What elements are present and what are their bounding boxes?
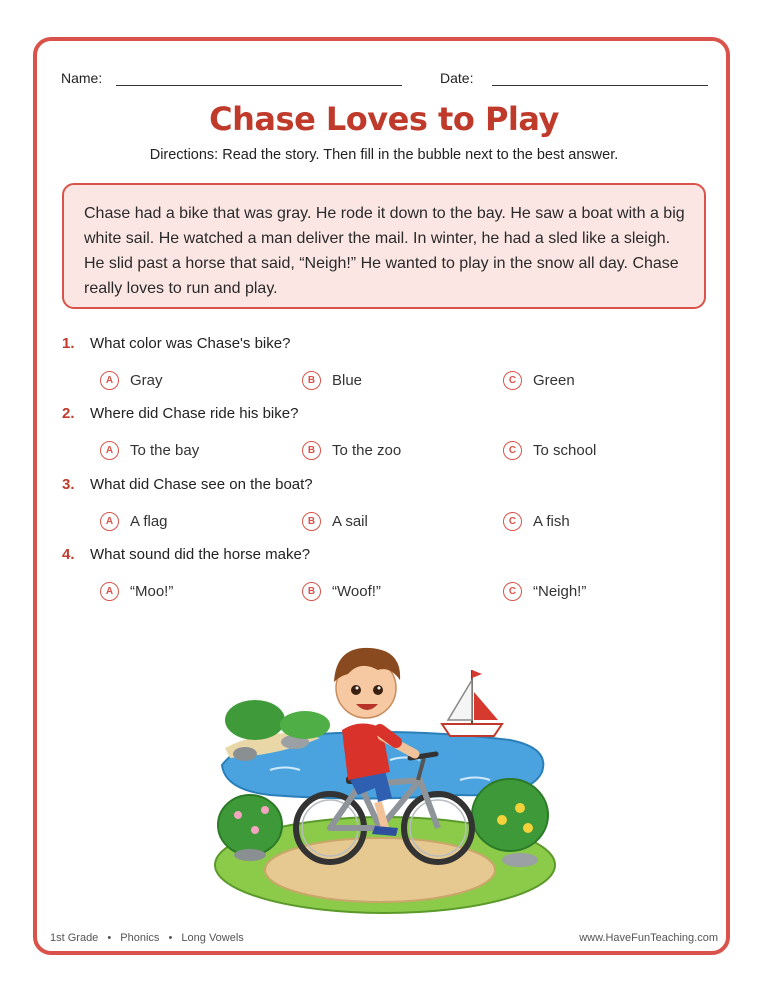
footer-bullet: •: [168, 932, 173, 944]
answer-text: “Neigh!”: [533, 582, 587, 600]
answer-bubble[interactable]: C: [503, 582, 522, 601]
answer-bubble[interactable]: B: [302, 441, 321, 460]
answer-bubble[interactable]: A: [100, 371, 119, 390]
answer-text: Gray: [130, 371, 163, 389]
footer-topic: Long Vowels: [181, 932, 244, 944]
answer-bubble[interactable]: A: [100, 441, 119, 460]
date-label: Date:: [440, 70, 474, 86]
answer-text: A flag: [130, 512, 168, 530]
footer-subject: Phonics: [120, 932, 160, 944]
question-text: What did Chase see on the boat?: [90, 476, 313, 493]
answer-option-a[interactable]: [100, 439, 199, 461]
answer-option-a[interactable]: [100, 510, 168, 532]
answer-option-c[interactable]: [503, 580, 586, 602]
footer-grade: 1st Grade: [50, 932, 99, 944]
answer-option-a[interactable]: [100, 580, 173, 602]
date-field[interactable]: [492, 85, 708, 86]
answer-option-a[interactable]: [100, 369, 163, 391]
answer-bubble[interactable]: A: [100, 582, 119, 601]
question-2: [62, 405, 722, 465]
name-label: Name:: [61, 70, 103, 86]
answer-text: To the zoo: [332, 441, 402, 459]
answer-option-b[interactable]: [302, 510, 368, 532]
question-number: 1.: [62, 335, 75, 352]
answer-bubble[interactable]: C: [503, 371, 522, 390]
question-3: [62, 476, 722, 536]
question-text: What color was Chase's bike?: [90, 335, 291, 352]
story-box: [62, 183, 706, 309]
answer-text: A sail: [332, 512, 368, 530]
story-text: Chase had a bike that was gray. He rode it down to the bay. He saw a boat with a big white sail. He watched a man deliver the mail. In winter, he had a sled like a sleigh. He slid past a horse that said, “Neigh!” He wanted to play in the snow all day. Chase really loves to run and play.: [84, 205, 685, 297]
boy-on-bike-illustration: [210, 630, 560, 920]
answer-option-c[interactable]: [503, 510, 570, 532]
answer-option-c[interactable]: [503, 369, 575, 391]
answer-bubble[interactable]: A: [100, 512, 119, 531]
answer-bubble[interactable]: B: [302, 582, 321, 601]
answer-bubble[interactable]: B: [302, 512, 321, 531]
answer-text: To school: [533, 441, 597, 459]
answer-option-b[interactable]: [302, 369, 362, 391]
question-text: What sound did the horse make?: [90, 546, 311, 563]
answer-option-b[interactable]: [302, 439, 401, 461]
question-number: 2.: [62, 405, 75, 422]
answer-text: “Moo!”: [130, 582, 174, 600]
name-field[interactable]: [116, 85, 402, 86]
answer-option-b[interactable]: [302, 580, 381, 602]
answer-text: Blue: [332, 371, 363, 389]
answer-text: A fish: [533, 512, 570, 530]
answer-bubble[interactable]: C: [503, 441, 522, 460]
answer-text: To the bay: [130, 441, 200, 459]
page-title: Chase Loves to Play: [209, 100, 559, 138]
answer-bubble[interactable]: C: [503, 512, 522, 531]
answer-bubble[interactable]: B: [302, 371, 321, 390]
question-number: 3.: [62, 476, 75, 493]
answer-option-c[interactable]: [503, 439, 596, 461]
answer-text: Green: [533, 371, 575, 389]
question-1: [62, 335, 722, 395]
directions: Directions: Read the story. Then fill in the bubble next to the best answer.: [149, 147, 619, 163]
question-4: [62, 546, 722, 606]
footer-website[interactable]: www.HaveFunTeaching.com: [579, 932, 718, 944]
answer-text: “Woof!”: [332, 582, 381, 600]
question-text: Where did Chase ride his bike?: [90, 405, 299, 422]
footer-bullet: •: [107, 932, 112, 944]
footer-tags: [50, 932, 244, 944]
question-number: 4.: [62, 546, 75, 563]
